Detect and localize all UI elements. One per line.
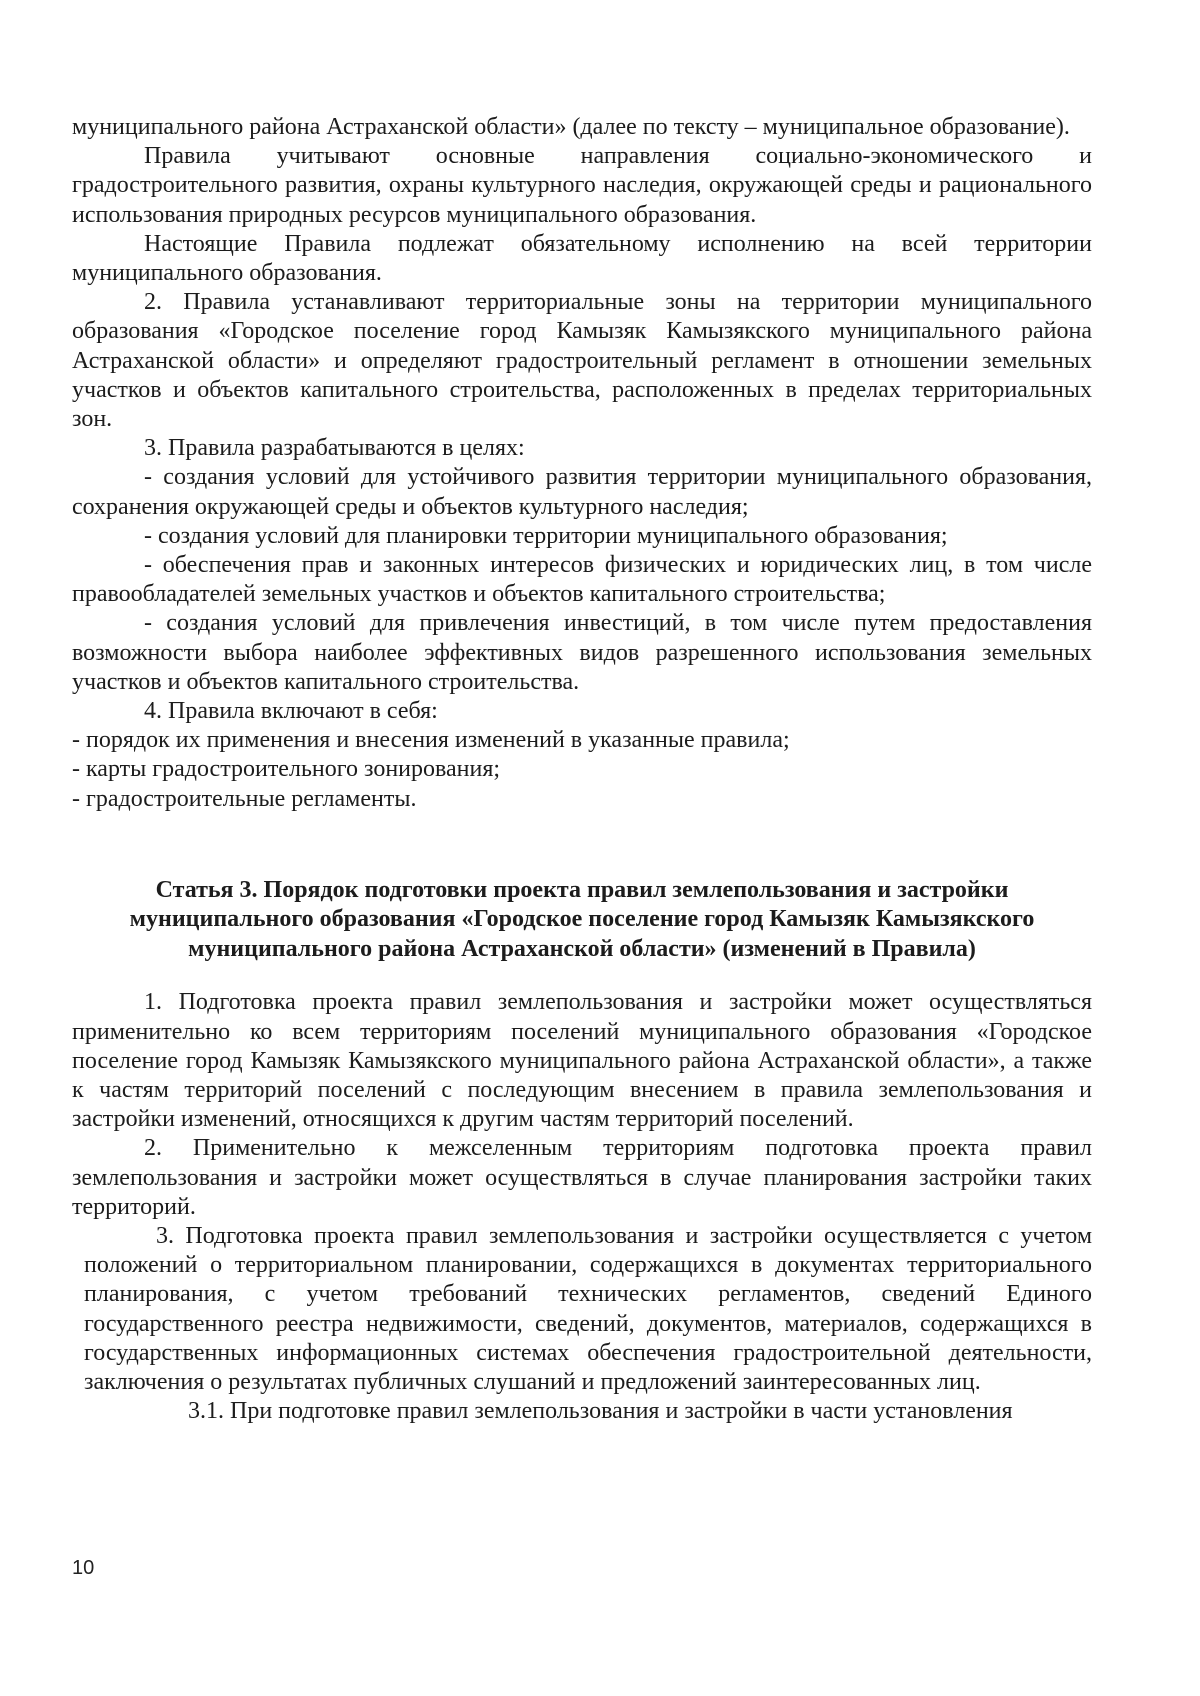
list-item-planning-conditions: - создания условий для планировки территории муниципального образования; (144, 522, 948, 549)
paragraph-item-4: 4. Правила включают в себя: (144, 698, 438, 725)
paragraph-article3-item-3: 3. Подготовка проекта правил землепользования и застройки осуществляется с учетом положений о территориальном планировании, содержащихся в документах территориального планирования, с учетом требований технических регламентов, сведений Единого государственного реестра недвижимости, сведений, документов, материалов, содержащихся в государственных информационных системах обеспечения градостроительной деятельности, заключения о результатах публичных слушаний и предложений заинтересованных лиц. (84, 1223, 1092, 1396)
paragraph-rules-mandatory: Настоящие Правила подлежат обязательному исполнению на всей территории муниципального образования. (72, 230, 1092, 287)
article-3-heading: Статья 3. Порядок подготовки проекта правил землепользования и застройки муниципального образования «Городское поселение город Камызяк Камызякского муниципального района Астраханской области» (изменений в Правила) (129, 876, 1035, 962)
paragraph-rules-consider: Правила учитывают основные направления социально-экономического и градостроительного развития, охраны культурного наследия, окружающей среды и рационального использования природных ресурсов муниципального образования. (72, 143, 1092, 228)
page-number: 10 (72, 1557, 95, 1579)
list-item-application-order: - порядок их применения и внесения изменений в указанные правила; (72, 727, 790, 754)
paragraph-continuation: муниципального района Астраханской области» (далее по тексту – муниципальное образование). (72, 114, 1070, 140)
paragraph-article3-item-1: 1. Подготовка проекта правил землепользования и застройки может осуществляться применительно ко всем территориям поселений муниципального образования «Городское поселение город Камызяк Камызякского муниципального района Астраханской области», а также к частям территорий поселений с последующим внесением в правила землепользования и застройки изменений, относящихся к другим частям территорий поселений. (72, 989, 1092, 1133)
paragraph-article3-item-2: 2. Применительно к межселенным территориям подготовка проекта правил землепользования и застройки может осуществляться в случае планирования застройки таких территорий. (72, 1135, 1092, 1220)
list-item-investment-conditions: - создания условий для привлечения инвестиций, в том числе путем предоставления возможности выбора наиболее эффективных видов разрешенного использования земельных участков и объектов капитального строительства. (72, 610, 1092, 695)
list-item-zoning-maps: - карты градостроительного зонирования; (72, 756, 501, 783)
list-item-regulations: - градостроительные регламенты. (72, 785, 417, 812)
list-item-sustainable-development: - создания условий для устойчивого развития территории муниципального образования, сохранения окружающей среды и объектов культурного наследия; (72, 464, 1092, 520)
paragraph-article3-item-3-1: 3.1. При подготовке правил землепользования и застройки в части установления (188, 1398, 1013, 1425)
list-item-rights-protection: - обеспечения прав и законных интересов физических и юридических лиц, в том числе правообладателей земельных участков и объектов капитального строительства; (72, 552, 1092, 608)
paragraph-item-2: 2. Правила устанавливают территориальные зоны на территории муниципального образования «Городское поселение город Камызяк Камызякского муниципального района Астраханской области» и определяют градостроительный регламент в отношении земельных участков и объектов капитального строительства, расположенных в пределах территориальных зон. (72, 289, 1092, 433)
paragraph-item-3: 3. Правила разрабатываются в целях: (144, 435, 525, 462)
